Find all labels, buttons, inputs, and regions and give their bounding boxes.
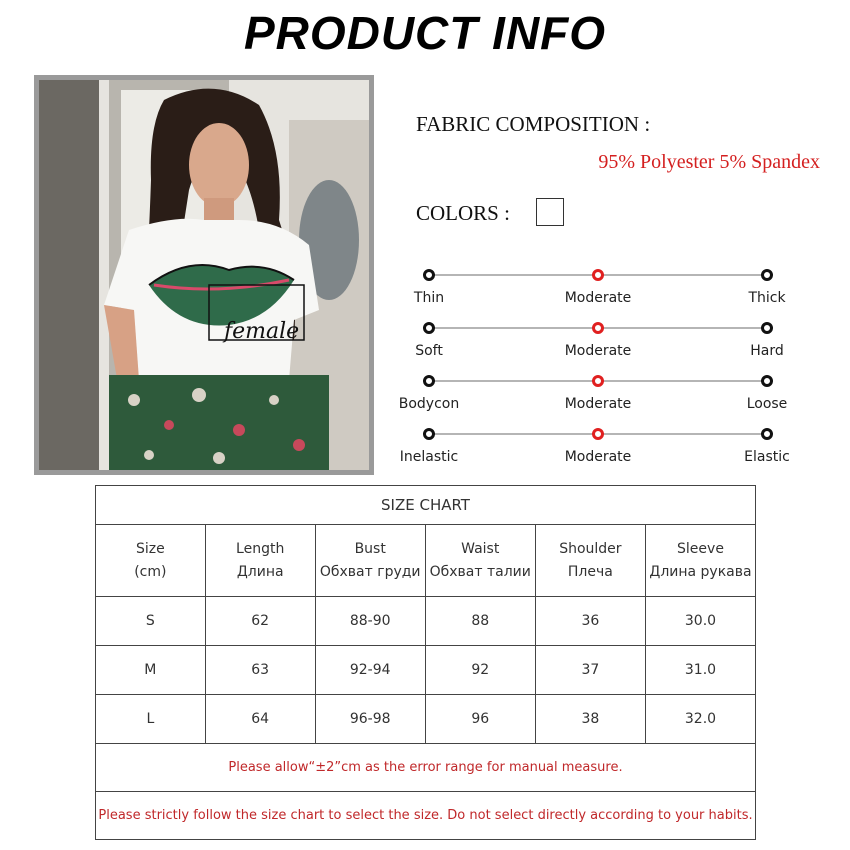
header-en: Length [236,540,285,557]
scale-elasticity [390,426,820,472]
scale-label-left: Bodycon [398,396,460,412]
cell-shoulder: 38 [535,695,645,744]
header-cell [425,525,535,597]
scale-dot-middle-selected [592,428,604,440]
scale-dot-left [423,428,435,440]
fabric-composition-value: 95% Polyester 5% Spandex [598,151,820,173]
header-ru: Плеча [567,563,613,580]
cell-bust: 92-94 [315,646,425,695]
header-en: Size [135,540,165,557]
header-en: Waist [461,540,500,557]
cell-waist: 92 [425,646,535,695]
scale-dot-middle-selected [592,322,604,334]
scale-label-right: Hard [750,343,784,359]
header-ru: (cm) [134,563,167,580]
scale-dot-right [761,322,773,334]
scale-label-right: Elastic [744,449,790,465]
scale-dot-right [761,375,773,387]
cell-shoulder: 37 [535,646,645,695]
scale-fit [390,373,820,419]
header-cell [315,525,425,597]
scale-softness [390,320,820,366]
shirt-print-text: female [224,319,300,344]
header-ru: Обхват талии [429,563,531,580]
fabric-composition-label: FABRIC COMPOSITION : [416,112,651,136]
scale-dot-left [423,322,435,334]
scale-label-left: Inelastic [399,449,459,465]
header-ru: Длина рукава [649,563,752,580]
color-swatch-white[interactable] [536,198,564,226]
cell-sleeve: 32.0 [645,695,755,744]
header-cell [96,525,206,597]
header-cell [205,525,315,597]
header-en: Shoulder [559,540,622,557]
cell-length: 62 [205,597,315,646]
size-chart-title: SIZE CHART [96,486,756,525]
cell-bust: 96-98 [315,695,425,744]
scale-label-middle: Moderate [564,290,632,306]
header-cell [535,525,645,597]
scale-dot-middle-selected [592,269,604,281]
scale-label-right: Thick [748,290,786,306]
colors-label: COLORS : [416,201,510,225]
cell-sleeve: 31.0 [645,646,755,695]
cell-length: 63 [205,646,315,695]
cell-sleeve: 30.0 [645,597,755,646]
scale-label-right: Loose [746,396,788,412]
scale-dot-left [423,269,435,281]
scale-dot-right [761,269,773,281]
size-note-follow-chart: Please strictly follow the size chart to select the size. Do not select directly according to your habits. [96,792,756,840]
product-photo [34,75,374,475]
cell-waist: 96 [425,695,535,744]
scale-dot-right [761,428,773,440]
header-en: Bust [354,540,386,557]
scale-label-middle: Moderate [564,343,632,359]
cell-waist: 88 [425,597,535,646]
table-row [96,646,756,695]
scale-label-left: Thin [413,290,445,306]
header-en: Sleeve [677,540,724,557]
cell-length: 64 [205,695,315,744]
scale-label-left: Soft [415,343,443,359]
scale-dot-left [423,375,435,387]
cell-bust: 88-90 [315,597,425,646]
cell-size: M [96,646,206,695]
cell-size: L [96,695,206,744]
cell-shoulder: 36 [535,597,645,646]
scale-label-middle: Moderate [564,396,632,412]
page-title: PRODUCT INFO [243,7,607,59]
header-ru: Обхват груди [319,563,421,580]
scale-thickness [390,267,820,313]
size-chart-header-row [96,525,756,597]
size-chart-table [95,485,756,840]
cell-size: S [96,597,206,646]
header-cell [645,525,755,597]
header-ru: Длина [236,563,284,580]
scale-label-middle: Moderate [564,449,632,465]
table-row [96,597,756,646]
table-row [96,695,756,744]
scale-dot-middle-selected [592,375,604,387]
size-note-error-range: Please allow“±2”cm as the error range for manual measure. [96,744,756,792]
